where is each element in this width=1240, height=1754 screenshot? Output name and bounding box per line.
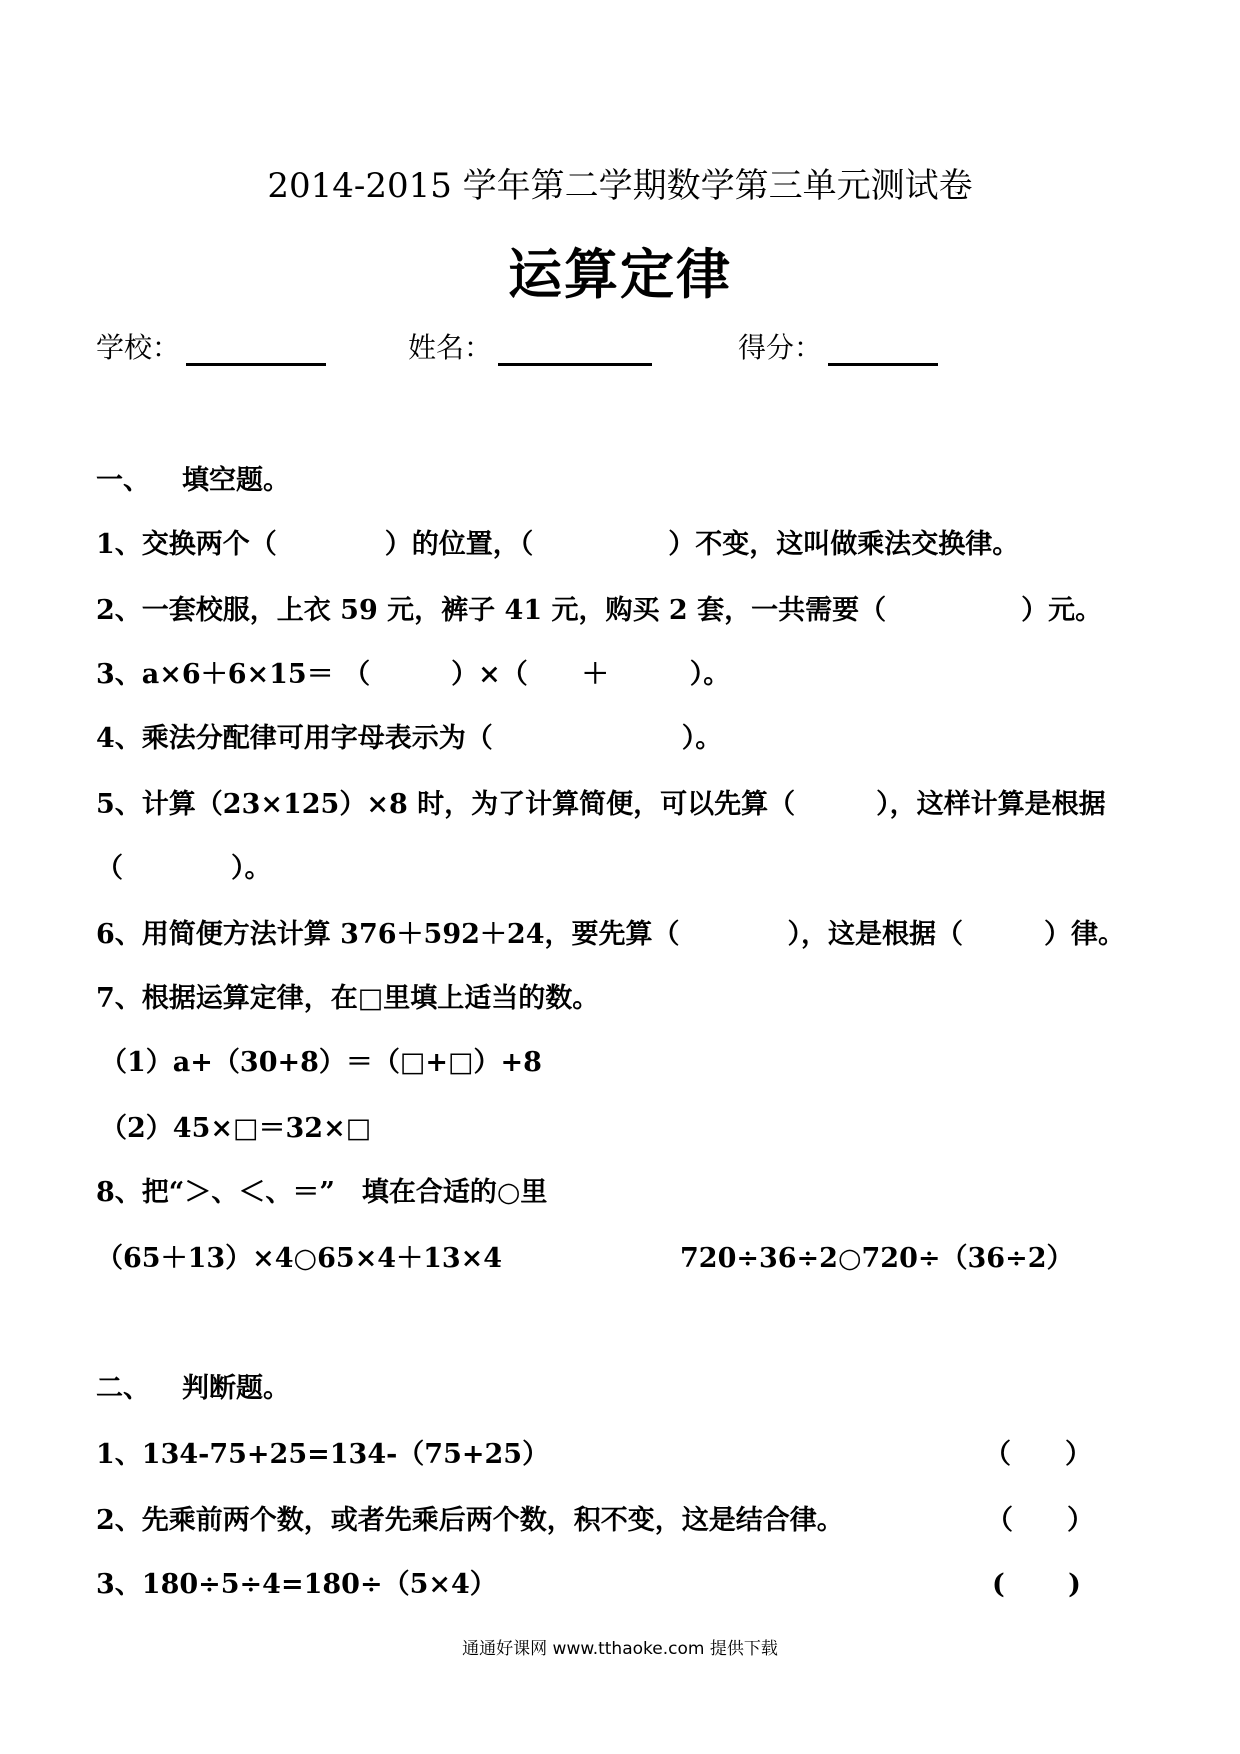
section1-title: 填空题。 — [182, 465, 290, 496]
judge-item-1: 1、134-75+25=134-（75+25） — [96, 1439, 550, 1470]
score-field — [738, 326, 938, 366]
section2-number: 二、 — [96, 1373, 150, 1404]
question-2: 2、一套校服，上衣 59 元，裤子 41 元，购买 2 套，一共需要（ ）元。 — [96, 595, 1103, 626]
question-1: 1、交换两个（ ）的位置，（ ）不变，这叫做乘法交换律。 — [96, 529, 1020, 560]
school-label: 学校： — [96, 331, 181, 364]
footer-credit: 通通好课网 www.tthaoke.com 提供下载 — [462, 1639, 778, 1659]
section2-heading — [96, 1366, 290, 1405]
question-7-part2: （2）45×□＝32×□ — [100, 1113, 372, 1144]
exam-title: 2014-2015 学年第二学期数学第三单元测试卷 — [267, 166, 973, 206]
school-blank[interactable] — [186, 337, 326, 366]
section1-number: 一、 — [96, 465, 150, 496]
score-blank[interactable] — [828, 337, 938, 366]
judge-answer-3[interactable]: ( ) — [992, 1569, 1081, 1600]
question-8-left: （65＋13）×4○65×4＋13×4 — [96, 1243, 503, 1274]
question-3: 3、a×6＋6×15＝ （ ）×（ ＋ ）。 — [96, 659, 731, 690]
question-4: 4、乘法分配律可用字母表示为（ ）。 — [96, 723, 723, 754]
question-5-line2: （ ）。 — [96, 853, 272, 884]
question-7-part1: （1）a+（30+8）＝（□+□）+8 — [100, 1047, 542, 1078]
question-5-line1: 5、计算（23×125）×8 时，为了计算简便，可以先算（ ），这样计算是根据 — [96, 789, 1106, 820]
question-6: 6、用简便方法计算 376＋592＋24，要先算（ ），这是根据（ ）律。 — [96, 919, 1125, 950]
name-field — [408, 326, 652, 366]
judge-answer-2[interactable]: （ ） — [986, 1505, 1094, 1536]
judge-item-2: 2、先乘前两个数，或者先乘后两个数，积不变，这是结合律。 — [96, 1505, 844, 1536]
section2-title: 判断题。 — [182, 1373, 290, 1404]
name-label: 姓名： — [408, 331, 493, 364]
judge-answer-1[interactable]: （ ） — [984, 1439, 1092, 1470]
judge-item-3: 3、180÷5÷4=180÷（5×4） — [96, 1569, 497, 1600]
question-7: 7、根据运算定律，在□里填上适当的数。 — [96, 983, 600, 1014]
score-label: 得分： — [738, 331, 823, 364]
question-8: 8、把“＞、＜、＝” 填在合适的○里 — [96, 1177, 548, 1208]
school-field — [96, 326, 326, 366]
exam-subtitle: 运算定律 — [508, 242, 732, 306]
name-blank[interactable] — [498, 337, 652, 366]
question-8-right: 720÷36÷2○720÷（36÷2） — [680, 1243, 1074, 1274]
section1-heading — [96, 458, 290, 497]
